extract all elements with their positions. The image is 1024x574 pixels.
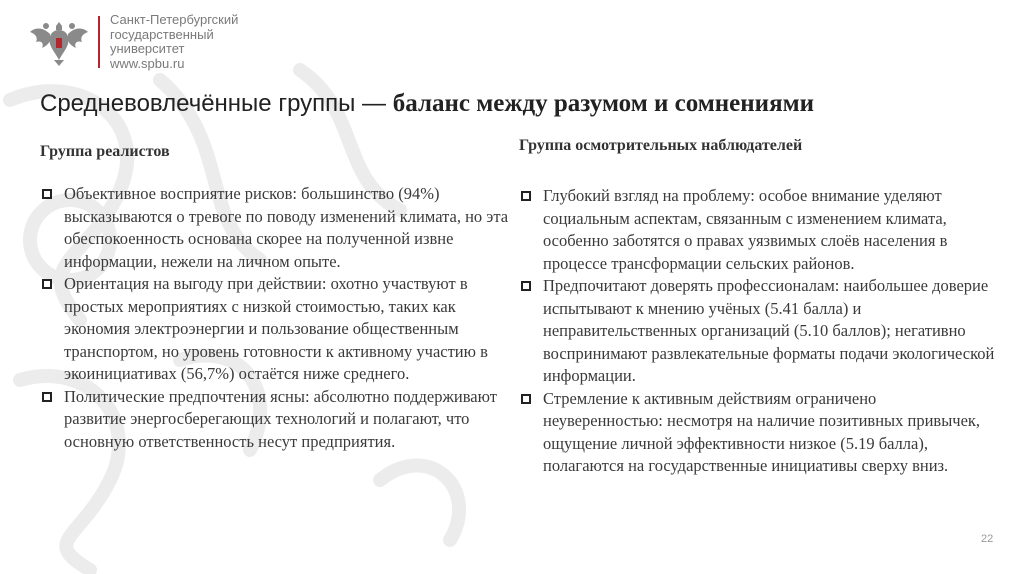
square-bullet-icon <box>42 279 52 289</box>
square-bullet-icon <box>521 191 531 201</box>
list-item <box>40 386 510 454</box>
slide-title-bold: баланс между разумом и сомнениями <box>392 90 815 117</box>
square-bullet-icon <box>42 189 52 199</box>
right-bullet-list <box>519 185 999 478</box>
university-header <box>28 14 238 70</box>
list-item <box>519 185 999 275</box>
right-column-heading: Группа осмотрительных наблюдателей <box>519 137 803 154</box>
university-line-1: Санкт-Петербургский <box>110 12 239 27</box>
slide-title-regular: Средневовлечённые группы — <box>40 90 393 117</box>
square-bullet-icon <box>42 392 52 402</box>
list-item <box>40 183 510 273</box>
header-accent-bar <box>98 16 100 68</box>
list-item-text: Ориентация на выгоду при действии: охотно участвуют в простых мероприятиях с низкой стоимостью, таких как экономия электроэнергии и пользование общественным транспортом, но уровень готовности к активному участию в экоинициативах (56,7%) остаётся ниже среднего. <box>64 274 488 383</box>
list-item <box>40 273 510 386</box>
left-column-heading: Группа реалистов <box>40 143 170 160</box>
right-column <box>519 137 999 478</box>
list-item-text: Предпочитают доверять профессионалам: наибольшее доверие испытывают к мнению учёных (5.41 балла) и неправительственных организаций (5.10 баллов); негативно воспринимают развлекательные форматы подачи экологической информации. <box>543 276 995 385</box>
university-website: www.spbu.ru <box>110 55 185 71</box>
list-item-text: Стремление к активным действиям ограничено неуверенностью: несмотря на наличие позитивных привычек, ощущение личной эффективности низкое (5.19 балла), полагаются на государственные инициативы сверху вниз. <box>543 388 981 475</box>
slide-title <box>40 90 814 118</box>
university-line-3: университет <box>110 41 185 56</box>
university-line-2: государственный <box>110 26 214 42</box>
square-bullet-icon <box>521 394 531 404</box>
left-bullet-list <box>40 183 510 453</box>
square-bullet-icon <box>521 281 531 291</box>
list-item <box>519 388 999 478</box>
page-number: 22 <box>981 533 994 545</box>
left-column <box>40 143 510 453</box>
list-item-text: Политические предпочтения ясны: абсолютно поддерживают развитие энергосберегающих технологий и полагают, что основную ответственность несут предприятия. <box>64 386 497 451</box>
list-item <box>519 275 999 388</box>
double-headed-eagle-emblem-icon <box>28 16 90 68</box>
list-item-text: Глубокий взгляд на проблему: особое внимание уделяют социальным аспектам, связанным с изменением климата, особенно заботятся о правах уязвимых слоёв населения в процессе трансформации сельских районов. <box>543 186 948 273</box>
list-item-text: Объективное восприятие рисков: большинство (94%) высказываются о тревоге по поводу изменений климата, но эта обеспокоенность основана скорее на полученной извне информации, нежели на личном опыте. <box>64 184 509 271</box>
university-name <box>110 13 238 71</box>
